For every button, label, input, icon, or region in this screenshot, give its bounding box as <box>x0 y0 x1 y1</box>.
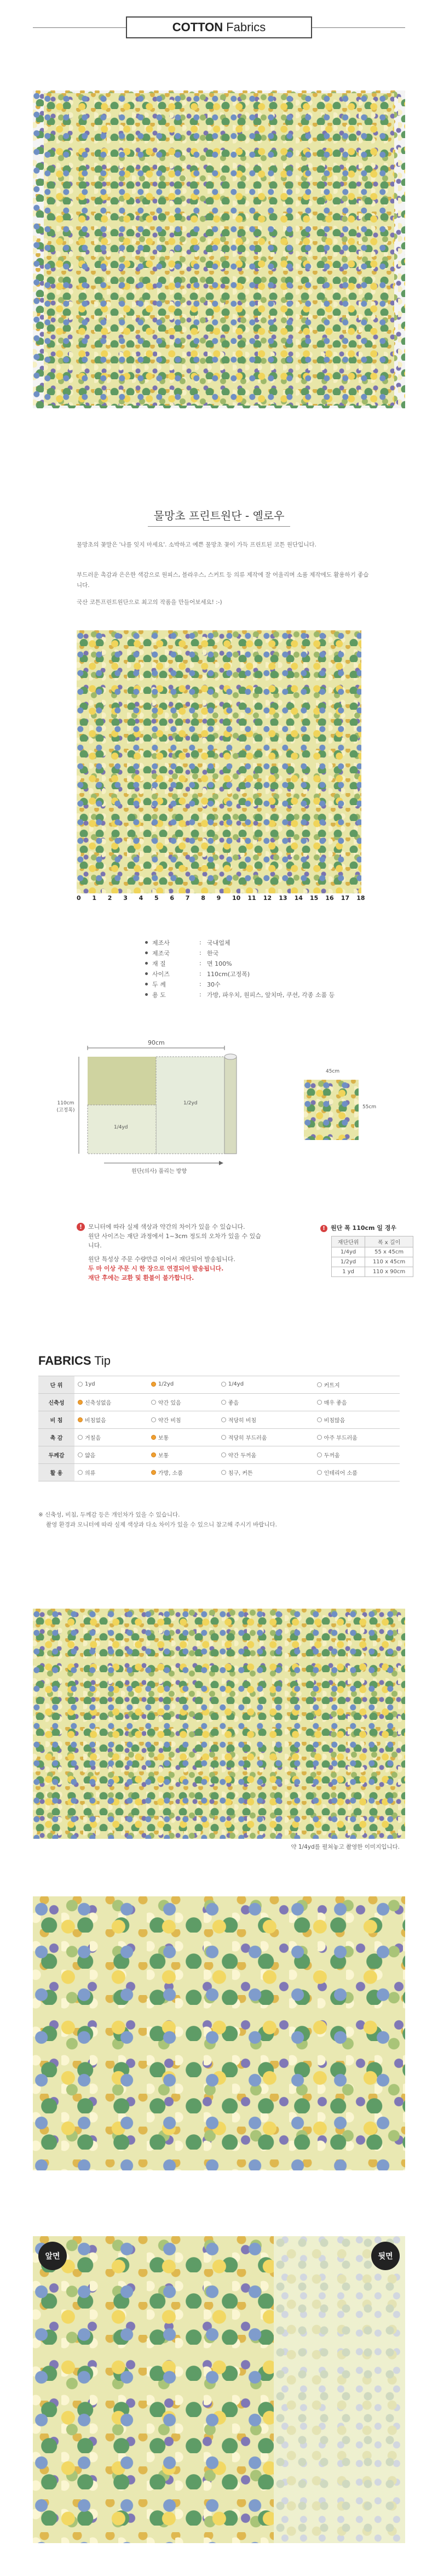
tip-option-label: 가방, 소품 <box>158 1471 183 1477</box>
front-badge: 앞면 <box>38 2242 67 2270</box>
tip-key: 촉 감 <box>38 1429 74 1446</box>
tip-option-label: 약간 있음 <box>158 1400 181 1406</box>
diagram-height-label: 110cm (고정폭) <box>56 1101 75 1113</box>
circle-icon <box>221 1382 226 1387</box>
fabric-swatch-photo <box>77 630 361 893</box>
tip-option <box>314 1446 400 1464</box>
tip-option <box>74 1394 148 1411</box>
tip-option <box>218 1464 314 1481</box>
circle-icon <box>317 1452 322 1457</box>
size-table <box>331 1236 413 1277</box>
checked-circle-icon <box>78 1400 83 1405</box>
product-desc-3: 국산 코튼프린트원단으로 최고의 작품을 만들어보세요! :-) <box>77 599 222 606</box>
ruler-tick: 4 <box>139 894 143 902</box>
diagram-width-label: 90cm <box>148 1039 165 1046</box>
tip-option <box>148 1411 218 1429</box>
notice-line-3: 원단 특성상 주문 수량만큼 이어서 재단되어 발송됩니다. <box>88 1256 235 1263</box>
table-row <box>332 1257 413 1267</box>
table-row <box>38 1429 400 1446</box>
circle-icon <box>317 1417 322 1422</box>
tip-option-label: 적당히 비침 <box>228 1418 257 1424</box>
tip-option-label: 1/2yd <box>158 1381 174 1387</box>
circle-icon <box>78 1435 83 1440</box>
size-table-cell: 1 yd <box>332 1267 365 1277</box>
tip-option-label: 적당히 부드러움 <box>228 1435 267 1441</box>
ruler-tick: 14 <box>294 894 303 902</box>
notice-line-4: 두 마 이상 주문 시 한 장으로 연결되어 발송됩니다. <box>88 1265 224 1272</box>
tip-option <box>148 1464 218 1481</box>
header-title <box>126 16 312 38</box>
ruler-tick: 11 <box>247 894 256 902</box>
tip-option <box>314 1394 400 1411</box>
circle-icon <box>221 1400 226 1405</box>
tip-note <box>38 1510 400 1530</box>
spec-row <box>145 958 335 968</box>
tip-note-1: ※ 신축성, 비침, 두께감 등은 개인차가 있을 수 있습니다. <box>38 1512 180 1518</box>
photo-caption: 약 1/4yd를 펼쳐놓고 촬영한 이미지입니다. <box>291 1844 400 1850</box>
circle-icon <box>317 1470 322 1475</box>
ruler-tick: 9 <box>216 894 221 902</box>
bullet-icon <box>145 972 148 975</box>
tip-option-label: 보통 <box>158 1435 169 1441</box>
spec-value: 가방, 파우치, 원피스, 앞치마, 쿠션, 각종 소품 등 <box>207 991 335 999</box>
tip-option-label: 1/4yd <box>228 1381 244 1387</box>
tip-key: 비 침 <box>38 1411 74 1429</box>
spec-value: 30수 <box>207 981 221 988</box>
header-line-left <box>33 27 126 28</box>
table-row <box>38 1376 400 1394</box>
ruler-tick: 15 <box>310 894 319 902</box>
checked-circle-icon <box>151 1435 156 1440</box>
ruler-tick: 1 <box>92 894 97 902</box>
tip-option <box>218 1394 314 1411</box>
fabric-back-photo <box>274 2236 405 2543</box>
tip-option-label: 침구, 커튼 <box>228 1471 253 1477</box>
tip-option-label: 비침많음 <box>324 1418 345 1424</box>
spec-key: 재 질 <box>152 960 166 967</box>
tip-option <box>74 1446 148 1464</box>
cut-diagram <box>56 1039 263 1175</box>
tip-option <box>148 1394 218 1411</box>
tip-option-label: 얇음 <box>85 1453 96 1459</box>
notice-line-5: 재단 후에는 교환 및 환불이 불가합니다. <box>88 1274 194 1281</box>
circle-icon <box>221 1452 226 1457</box>
size-table-title: ! 원단 폭 110cm 일 경우 <box>320 1223 396 1232</box>
bullet-icon <box>145 962 148 965</box>
tip-option-label: 약간 두꺼움 <box>228 1453 257 1459</box>
circle-icon <box>317 1400 322 1405</box>
tip-option-label: 아주 부드러움 <box>324 1435 358 1441</box>
title-divider <box>148 526 290 527</box>
circle-icon <box>151 1417 156 1422</box>
size-table-header: 재단단위 <box>332 1236 365 1247</box>
tip-note-2: 촬영 환경과 모니터에 따라 실제 색상과 다소 차이가 있을 수 있으니 참고해 주시기 바랍니다. <box>46 1521 278 1528</box>
tip-option <box>148 1376 218 1394</box>
checked-circle-icon <box>78 1417 83 1422</box>
tip-option <box>218 1411 314 1429</box>
tip-option-label: 커트지 <box>324 1383 340 1389</box>
fabric-folded-photo <box>33 90 405 408</box>
back-badge: 뒷면 <box>371 2242 400 2270</box>
spec-value: 면 100% <box>207 960 232 967</box>
spec-key: 두 께 <box>152 981 166 988</box>
tip-option-label: 좋음 <box>228 1400 239 1406</box>
spec-sep: : <box>199 949 201 956</box>
tip-key: 신축성 <box>38 1394 74 1411</box>
tip-key: 두께감 <box>38 1446 74 1464</box>
circle-icon <box>78 1470 83 1475</box>
circle-icon <box>221 1435 226 1440</box>
tip-option <box>74 1376 148 1394</box>
spec-key: 제조국 <box>152 949 170 957</box>
spec-key: 용 도 <box>152 991 166 999</box>
bullet-icon <box>145 993 148 996</box>
tip-option-label: 거칠음 <box>85 1435 101 1441</box>
product-desc-1: 물망초의 꽃말은 '나를 잊지 마세요'. 소박하고 예쁜 물망초 꽃이 가득 프린트된 코튼 원단입니다. <box>77 542 316 548</box>
tip-option <box>314 1411 400 1429</box>
tip-option <box>148 1429 218 1446</box>
tip-option <box>218 1429 314 1446</box>
tip-option-label: 매우 좋음 <box>324 1400 347 1406</box>
spec-row <box>145 979 335 989</box>
diagram-cut-b: 1/4yd <box>114 1125 128 1130</box>
bullet-icon <box>145 951 148 954</box>
size-table-cell: 1/2yd <box>332 1257 365 1267</box>
product-desc-2: 부드러운 촉감과 은은한 색감으로 원피스, 블라우스, 스커트 등 의류 제작에 잘 어울리며 소품 제작에도 활용하기 좋습니다. <box>77 572 369 589</box>
spec-row <box>145 989 335 1000</box>
spec-key: 제조사 <box>152 939 170 947</box>
tip-option <box>74 1411 148 1429</box>
circle-icon <box>78 1382 83 1387</box>
circle-icon <box>317 1382 322 1387</box>
tip-option <box>314 1376 400 1394</box>
circle-icon <box>221 1417 226 1422</box>
fabric-closeup-photo <box>33 1896 405 2170</box>
tip-option-label: 의류 <box>85 1471 96 1477</box>
spec-sep: : <box>199 981 201 988</box>
size-table-cell: 55 x 45cm <box>365 1247 413 1257</box>
spec-row <box>145 968 335 979</box>
ruler-tick: 2 <box>107 894 112 902</box>
tip-option <box>74 1429 148 1446</box>
tip-option <box>218 1446 314 1464</box>
spec-sep: : <box>199 939 201 946</box>
small-height-label: 55cm <box>362 1104 377 1110</box>
fabric-front-photo <box>33 2236 274 2543</box>
ruler-tick: 8 <box>201 894 205 902</box>
spec-sep: : <box>199 960 201 967</box>
table-row <box>332 1247 413 1257</box>
tip-option-label: 보통 <box>158 1453 169 1459</box>
tip-option-label: 인테리어 소품 <box>324 1471 358 1477</box>
spec-value: 국내업체 <box>207 939 230 947</box>
ruler-tick: 5 <box>154 894 159 902</box>
tip-option-label: 비침없음 <box>85 1418 106 1424</box>
fabrics-tip-title: FABRICS Tip <box>38 1354 111 1367</box>
spec-row <box>145 937 335 948</box>
size-table-cell: 1/4yd <box>332 1247 365 1257</box>
spec-value: 한국 <box>207 949 219 957</box>
header-line-right <box>312 27 405 28</box>
product-title: 물망초 프린트원단 - 옐로우 <box>153 509 285 522</box>
ruler-tick: 13 <box>279 894 287 902</box>
spec-row <box>145 948 335 958</box>
diagram-fold-note: 원단(의사) 풀리는 방향 <box>131 1169 187 1175</box>
ruler-tick: 17 <box>341 894 350 902</box>
tip-option-label: 신축성없음 <box>85 1400 112 1406</box>
ruler-tick: 3 <box>123 894 128 902</box>
circle-icon <box>151 1400 156 1405</box>
notice-line-1: 모니터에 따라 실제 색상과 약간의 차이가 있을 수 있습니다. <box>88 1223 245 1230</box>
size-ruler <box>77 894 365 911</box>
checked-circle-icon <box>151 1452 156 1457</box>
spec-sep: : <box>199 991 201 998</box>
tip-key: 활 용 <box>38 1464 74 1481</box>
header-title-bold: COTTON <box>172 20 223 34</box>
ruler-tick: 6 <box>170 894 175 902</box>
small-cut-photo <box>304 1080 359 1140</box>
size-table-cell: 110 x 45cm <box>365 1257 413 1267</box>
spec-value: 110cm(고정폭) <box>207 970 250 978</box>
tip-option <box>218 1376 314 1394</box>
bullet-icon <box>145 941 148 944</box>
checked-circle-icon <box>151 1470 156 1475</box>
tip-option <box>314 1429 400 1446</box>
tip-option-label: 두꺼움 <box>324 1453 340 1459</box>
circle-icon <box>317 1435 322 1440</box>
tip-option <box>314 1464 400 1481</box>
bullet-icon <box>145 983 148 985</box>
table-row <box>38 1464 400 1481</box>
tip-option-label: 1yd <box>85 1381 95 1387</box>
ruler-tick: 16 <box>325 894 334 902</box>
alert-icon: ! <box>77 1223 85 1231</box>
header-title-light: Fabrics <box>226 20 266 34</box>
ruler-tick: 12 <box>263 894 272 902</box>
ruler-tick: 10 <box>232 894 241 902</box>
ruler-tick: 7 <box>185 894 190 902</box>
small-width-label: 45cm <box>326 1069 340 1074</box>
tip-option <box>148 1446 218 1464</box>
notice-block <box>77 1222 263 1283</box>
tip-key: 단 위 <box>38 1376 74 1394</box>
table-row <box>38 1394 400 1411</box>
notice-line-2: 원단 사이즈는 재단 과정에서 1~3cm 정도의 오차가 있을 수 있습니다. <box>88 1233 261 1249</box>
fabrics-tip-table <box>38 1376 400 1481</box>
table-row <box>332 1267 413 1277</box>
tip-option <box>74 1464 148 1481</box>
table-row <box>38 1446 400 1464</box>
spec-list <box>145 937 335 1000</box>
diagram-cut-a: 1/2yd <box>183 1101 198 1106</box>
size-table-header: 폭 x 길이 <box>365 1236 413 1247</box>
spec-sep: : <box>199 970 201 977</box>
size-table-cell: 110 x 90cm <box>365 1267 413 1277</box>
table-row <box>38 1411 400 1429</box>
circle-icon <box>221 1470 226 1475</box>
ruler-tick: 0 <box>77 894 81 902</box>
ruler-tick: 18 <box>356 894 365 902</box>
checked-circle-icon <box>151 1382 156 1387</box>
alert-icon: ! <box>320 1225 327 1232</box>
spec-key: 사이즈 <box>152 970 170 978</box>
circle-icon <box>78 1452 83 1457</box>
fabric-full-photo <box>33 1609 405 1839</box>
tip-option-label: 약간 비침 <box>158 1418 181 1424</box>
